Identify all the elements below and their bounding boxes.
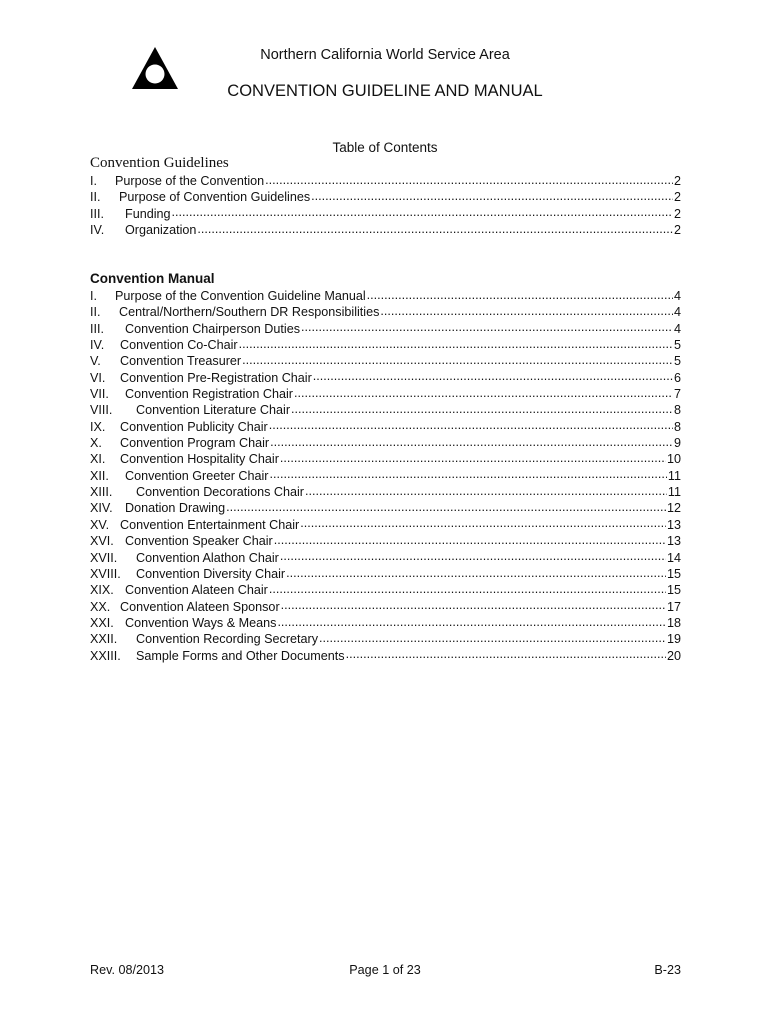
toc-entry[interactable]: [90, 419, 681, 435]
toc-entry[interactable]: [90, 386, 681, 402]
toc-entry-page: 15: [666, 583, 681, 598]
toc-entry-page: 13: [666, 534, 681, 549]
toc-entry[interactable]: [90, 500, 681, 516]
toc-entry-number: X.: [90, 436, 102, 451]
toc-entry[interactable]: [90, 615, 681, 631]
toc-entry-label: Convention Treasurer: [120, 354, 242, 369]
footer-page-number: Page 1 of 23: [349, 963, 421, 977]
toc-entry-page: 18: [666, 615, 681, 630]
toc-entry-page: 4: [673, 305, 681, 320]
toc-entry[interactable]: [90, 189, 681, 205]
toc-entry-page: 15: [666, 566, 681, 581]
toc-dot-leader: [286, 566, 666, 578]
toc-dot-leader: [274, 533, 666, 545]
toc-dot-leader: [305, 484, 667, 496]
manual-section-title: Convention Manual: [90, 271, 215, 286]
toc-entry-page: 14: [666, 550, 681, 565]
toc-entry-label: Convention Speaker Chair: [125, 534, 273, 549]
toc-entry-number: III.: [90, 321, 104, 336]
toc-dot-leader: [277, 615, 666, 627]
toc-dot-leader: [367, 288, 673, 300]
toc-entry-number: IX.: [90, 419, 106, 434]
toc-dot-leader: [281, 599, 666, 611]
toc-entry[interactable]: [90, 206, 681, 222]
toc-dot-leader: [280, 451, 666, 463]
toc-dot-leader: [172, 206, 673, 218]
guidelines-toc-list: [90, 173, 681, 238]
footer-doc-code: B-23: [654, 963, 681, 977]
toc-entry-number: III.: [90, 206, 104, 221]
toc-dot-leader: [301, 321, 673, 333]
manual-toc-list: [90, 288, 681, 664]
toc-entry-label: Convention Alateen Sponsor: [120, 599, 280, 614]
toc-entry[interactable]: [90, 173, 681, 189]
toc-dot-leader: [380, 304, 673, 316]
toc-entry[interactable]: [90, 321, 681, 337]
toc-entry-label: Convention Greeter Chair: [125, 468, 269, 483]
toc-dot-leader: [242, 353, 673, 365]
toc-entry-label: Funding: [125, 206, 171, 221]
toc-entry-page: 20: [666, 648, 681, 663]
toc-entry-number: II.: [90, 305, 101, 320]
toc-entry-number: XII.: [90, 468, 109, 483]
toc-entry-number: XI.: [90, 452, 106, 467]
toc-entry[interactable]: [90, 533, 681, 549]
toc-dot-leader: [313, 370, 673, 382]
toc-entry-label: Sample Forms and Other Documents: [136, 648, 345, 663]
toc-entry-page: 2: [673, 223, 681, 238]
toc-entry[interactable]: [90, 451, 681, 467]
toc-entry-label: Convention Ways & Means: [125, 615, 277, 630]
toc-entry-page: 5: [673, 338, 681, 353]
toc-entry-label: Convention Chairperson Duties: [125, 321, 301, 336]
toc-dot-leader: [291, 402, 673, 414]
toc-entry-page: 2: [673, 206, 681, 221]
toc-entry[interactable]: [90, 337, 681, 353]
toc-entry-label: Donation Drawing: [125, 501, 226, 516]
toc-entry-label: Convention Alateen Chair: [125, 583, 268, 598]
toc-entry-number: XX.: [90, 599, 111, 614]
toc-entry-page: 2: [673, 190, 681, 205]
toc-entry-number: XV.: [90, 517, 110, 532]
toc-entry-number: XIX.: [90, 583, 114, 598]
toc-entry-number: V.: [90, 354, 101, 369]
toc-entry-page: 6: [673, 370, 681, 385]
toc-dot-leader: [270, 468, 667, 480]
toc-entry[interactable]: [90, 402, 681, 418]
toc-entry-label: Convention Hospitality Chair: [120, 452, 279, 467]
toc-entry[interactable]: [90, 353, 681, 369]
toc-entry[interactable]: [90, 435, 681, 451]
toc-entry[interactable]: [90, 582, 681, 598]
toc-entry-page: 5: [673, 354, 681, 369]
toc-entry-page: 13: [666, 517, 681, 532]
toc-entry-label: Convention Diversity Chair: [136, 566, 286, 581]
toc-entry-label: Convention Literature Chair: [136, 403, 291, 418]
toc-dot-leader: [300, 517, 666, 529]
toc-entry[interactable]: [90, 468, 681, 484]
toc-entry-page: 10: [666, 452, 681, 467]
toc-entry[interactable]: [90, 517, 681, 533]
toc-entry-page: 11: [667, 468, 681, 483]
toc-entry[interactable]: [90, 550, 681, 566]
toc-entry-page: 19: [666, 632, 681, 647]
toc-entry-number: XVII.: [90, 550, 118, 565]
toc-entry-number: VII.: [90, 387, 109, 402]
toc-dot-leader: [226, 500, 666, 512]
toc-entry-number: XXIII.: [90, 648, 121, 663]
toc-dot-leader: [269, 419, 673, 431]
toc-entry-label: Purpose of the Convention Guideline Manual: [115, 289, 366, 303]
toc-entry[interactable]: [90, 288, 681, 304]
toc-dot-leader: [346, 648, 666, 660]
toc-entry-number: IV.: [90, 338, 105, 353]
toc-entry-number: XVIII.: [90, 566, 121, 581]
toc-dot-leader: [270, 435, 673, 447]
toc-dot-leader: [294, 386, 673, 398]
toc-dot-leader: [239, 337, 673, 349]
toc-entry-number: VIII.: [90, 403, 113, 418]
toc-dot-leader: [269, 582, 666, 594]
toc-entry-page: 8: [673, 403, 681, 418]
toc-dot-leader: [197, 222, 673, 234]
org-name: Northern California World Service Area: [260, 47, 510, 63]
toc-entry[interactable]: [90, 370, 681, 386]
toc-entry-number: XXII.: [90, 632, 118, 647]
toc-entry-page: 9: [673, 436, 681, 451]
toc-entry[interactable]: [90, 648, 681, 664]
doc-title: CONVENTION GUIDELINE AND MANUAL: [227, 82, 543, 100]
toc-entry[interactable]: [90, 631, 681, 647]
toc-entry-page: 7: [673, 387, 681, 402]
toc-entry-number: IV.: [90, 223, 105, 238]
toc-entry-number: I.: [90, 174, 97, 188]
toc-entry-label: Central/Northern/Southern DR Responsibilities: [119, 305, 380, 320]
toc-entry-label: Convention Registration Chair: [125, 387, 294, 402]
toc-entry-page: 4: [673, 321, 681, 336]
toc-entry-label: Convention Alathon Chair: [136, 550, 279, 565]
toc-heading: Table of Contents: [332, 140, 438, 155]
toc-entry-label: Purpose of Convention Guidelines: [119, 190, 311, 205]
toc-entry-page: 11: [667, 485, 681, 500]
toc-dot-leader: [311, 189, 673, 201]
toc-entry-label: Convention Recording Secretary: [136, 632, 319, 647]
toc-entry-page: 12: [666, 501, 681, 516]
toc-entry-number: XXI.: [90, 615, 114, 630]
toc-entry-number: I.: [90, 289, 97, 303]
toc-entry-number: XIV.: [90, 501, 113, 516]
toc-entry-number: XVI.: [90, 534, 114, 549]
toc-entry-label: Convention Pre-Registration Chair: [120, 370, 312, 385]
toc-dot-leader: [280, 550, 666, 562]
toc-entry-page: 17: [666, 599, 681, 614]
toc-entry-number: VI.: [90, 370, 106, 385]
toc-entry[interactable]: [90, 304, 681, 320]
toc-entry-label: Convention Co-Chair: [120, 338, 238, 353]
toc-entry[interactable]: [90, 566, 681, 582]
toc-entry-label: Convention Decorations Chair: [136, 485, 305, 500]
toc-dot-leader: [265, 173, 673, 185]
toc-entry-label: Convention Entertainment Chair: [120, 517, 300, 532]
toc-entry-page: 4: [673, 289, 681, 303]
guidelines-section-title: Convention Guidelines: [90, 155, 229, 171]
toc-entry-label: Purpose of the Convention: [115, 174, 265, 188]
toc-entry-number: XIII.: [90, 485, 113, 500]
toc-entry-label: Convention Program Chair: [120, 436, 270, 451]
toc-entry-number: II.: [90, 190, 101, 205]
toc-dot-leader: [319, 631, 666, 643]
toc-entry-label: Organization: [125, 223, 197, 238]
toc-entry[interactable]: [90, 484, 681, 500]
toc-entry-page: 2: [673, 174, 681, 188]
toc-entry-label: Convention Publicity Chair: [120, 419, 268, 434]
toc-entry-page: 8: [673, 419, 681, 434]
toc-entry[interactable]: [90, 599, 681, 615]
footer-revision: Rev. 08/2013: [90, 963, 164, 977]
toc-entry[interactable]: [90, 222, 681, 238]
